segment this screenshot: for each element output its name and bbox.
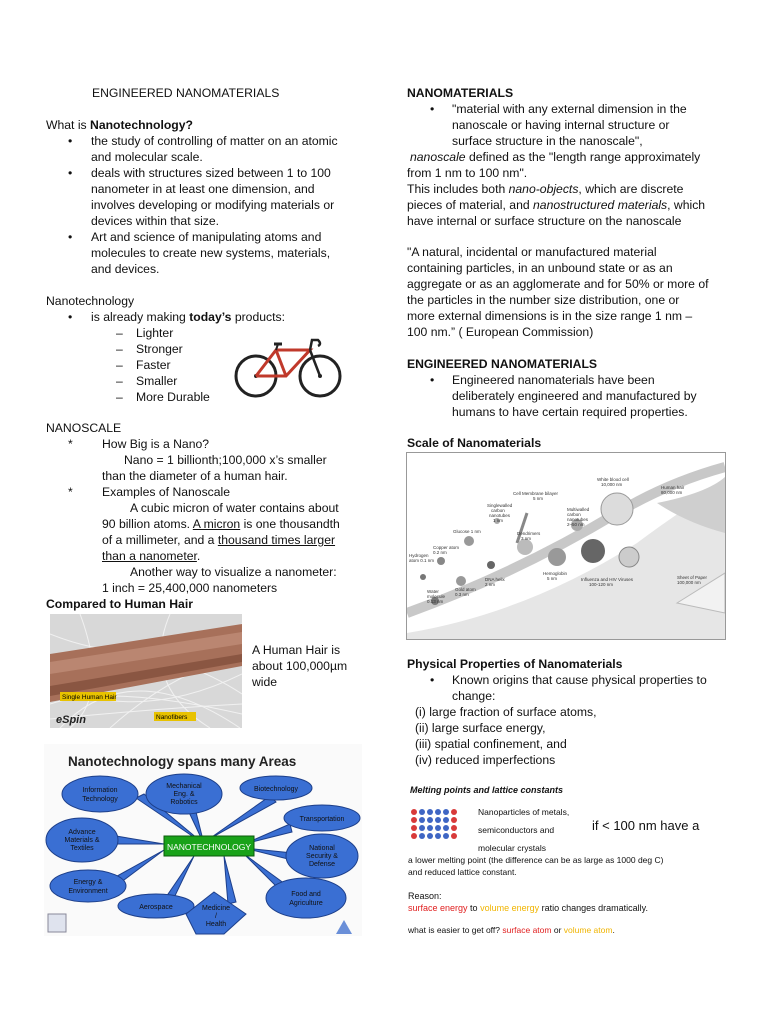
bullet-dot: • xyxy=(68,310,73,324)
scale-label: Sheet of Paper xyxy=(677,575,708,580)
phys-items: (i) large fraction of surface atoms, (ii) large surface energy, (iii) spatial confinement, and (iv) reduced imperfections xyxy=(415,705,597,767)
nano-def-1: Nano = 1 billionth;100,000 x’s smaller xyxy=(124,453,327,467)
bullet-dot: • xyxy=(68,134,73,148)
diagram-node: Mechanical Eng. & Robotics xyxy=(166,783,202,806)
micron-line-4: than a nanometer. xyxy=(102,549,201,563)
scale-label: Hemoglobin xyxy=(543,571,568,576)
svg-text:nanotubes: nanotubes xyxy=(567,517,589,522)
diagram-node: Energy & Environment xyxy=(68,879,108,895)
visualize-line: Another way to visualize a nanometer: xyxy=(130,565,337,579)
diagram-node: Information Technology xyxy=(82,787,118,803)
product-item: Faster xyxy=(136,358,171,372)
bullet-dot: • xyxy=(68,166,73,180)
scale-label: Multiwalled xyxy=(567,507,590,512)
svg-text:0.3 nm: 0.3 nm xyxy=(455,592,469,597)
svg-text:carbon: carbon xyxy=(491,508,505,513)
melt-line-3: molecular crystals xyxy=(478,843,547,853)
product-item: Stronger xyxy=(136,342,183,356)
svg-text:molecule: molecule xyxy=(427,594,446,599)
svg-text:0.2 nm: 0.2 nm xyxy=(433,550,447,555)
svg-text:10,000 nm: 10,000 nm xyxy=(601,482,623,487)
phys-bullet: Known origins that cause physical properties to change: xyxy=(452,673,707,703)
bullet-dot: • xyxy=(430,102,435,116)
what-bullet-3: Art and science of manipulating atoms and molecules to create new systems, materials, and devices. xyxy=(91,230,331,276)
bullet-dot: • xyxy=(430,673,435,687)
diagram-title: Nanotechnology spans many Areas xyxy=(68,754,297,769)
diagram-node: Transportation xyxy=(299,816,345,823)
bullet-dot: • xyxy=(430,373,435,387)
scale-label: Gold atom xyxy=(455,587,476,592)
svg-text:100-120 nm: 100-120 nm xyxy=(589,582,614,587)
scale-label: Copper atom xyxy=(433,545,460,550)
asterisk-marker: * xyxy=(68,437,73,451)
svg-text:5 nm: 5 nm xyxy=(533,496,544,501)
scale-label: Glucose 1 nm xyxy=(453,529,481,534)
melt-line-1: Nanoparticles of metals, xyxy=(478,807,570,817)
products-line: is already making today’s products: xyxy=(91,310,285,324)
compared-heading: Compared to Human Hair xyxy=(46,597,193,611)
scale-of-nanomaterials-image xyxy=(406,452,726,640)
phys-heading: Physical Properties of Nanomaterials xyxy=(407,657,623,671)
includes-text: This includes both nano-objects, which are discrete pieces of material, and nanostructured materials, which have internal or surface structure on the nanoscale xyxy=(407,182,706,228)
espin-logo: eSpin xyxy=(56,714,86,726)
inch-line: 1 inch = 25,400,000 nanometers xyxy=(102,581,278,595)
scale-label: DNA helix xyxy=(485,577,505,582)
eng-bullet: Engineered nanomaterials have been deliberately engineered and manufactured by humans to have certain required properties. xyxy=(452,373,697,419)
scale-label: Hydrogen xyxy=(409,553,429,558)
product-item: Lighter xyxy=(136,326,174,340)
question-line: what is easier to get off? surface atom or volume atom. xyxy=(408,925,615,935)
nanofiber-label: Nanofibers xyxy=(156,714,188,721)
svg-text:0.13 nm: 0.13 nm xyxy=(427,599,444,604)
iso-quote: "material with any external dimension in the nanoscale or having internal structure or surface structure in the nanoscale", xyxy=(452,102,687,148)
nanoscale-def: nanoscale defined as the "length range approximately xyxy=(410,150,701,164)
bullet-dot: • xyxy=(68,230,73,244)
melt-line-2: semiconductors and xyxy=(478,825,555,835)
what-is-question: What is Nanotechnology? xyxy=(46,118,193,132)
examples-label: Examples of Nanoscale xyxy=(102,485,231,499)
scale-label: Human hair xyxy=(661,485,685,490)
svg-text:1 nm: 1 nm xyxy=(493,518,504,523)
diagram-node: Biotechnology xyxy=(254,786,298,793)
svg-text:carbon: carbon xyxy=(567,512,581,517)
scale-label: Cell Membrane bilayer xyxy=(513,491,559,496)
product-item: Smaller xyxy=(136,374,178,388)
diagram-node: Aerospace xyxy=(139,904,173,911)
svg-text:3 nm: 3 nm xyxy=(521,536,532,541)
nanotech-areas-diagram xyxy=(44,744,362,936)
scale-label: Dendrimers xyxy=(517,531,541,536)
eng-heading: ENGINEERED NANOMATERIALS xyxy=(407,357,598,371)
micron-line-3: of a millimeter, and a thousand times larger xyxy=(102,533,336,547)
product-item: More Durable xyxy=(136,390,210,404)
svg-text:100,000 nm: 100,000 nm xyxy=(677,580,701,585)
what-bullet-1: the study of controlling of matter on an atomic and molecular scale. xyxy=(91,134,338,164)
melting-slide xyxy=(404,780,726,940)
diagram-node: Food and Agriculture xyxy=(289,891,323,907)
reason-label: Reason: xyxy=(408,891,442,901)
scale-label: Singlewalled xyxy=(487,503,513,508)
scale-label: Water xyxy=(427,589,439,594)
svg-text:2–50 nm: 2–50 nm xyxy=(567,522,585,527)
scale-heading: Scale of Nanomaterials xyxy=(407,436,542,450)
melt-big: if < 100 nm have a xyxy=(592,818,700,833)
diagram-node: Medicine / Health xyxy=(201,905,231,928)
micron-line-1: A cubic micron of water contains about xyxy=(130,501,339,515)
scale-label: White blood cell xyxy=(597,477,629,482)
human-hair-image xyxy=(50,614,242,728)
svg-text:80,000 nm: 80,000 nm xyxy=(661,490,683,495)
bicycle-image xyxy=(232,330,344,402)
svg-text:nanotubes: nanotubes xyxy=(489,513,511,518)
lattice-icon xyxy=(410,806,466,844)
hair-description: A Human Hair is about 100,000µm wide xyxy=(252,643,348,689)
what-bullet-2: deals with structures sized between 1 to 100 nanometer in at least one dimension, and involves developing or modifying materials or devices within that size. xyxy=(91,166,335,228)
melt-title: Melting points and lattice constants xyxy=(410,785,564,795)
nanotech-heading: Nanotechnology xyxy=(46,294,135,308)
left-title: ENGINEERED NANOMATERIALS xyxy=(92,86,280,100)
ec-definition: "A natural, incidental or manufactured material containing particles, in an unbound state or as an aggregate or as an agglomerate and for 50% or more of the particles in the number size distribution, one or more external dimensions is in the size range 1 nm – 100 nm.” ( European Commission) xyxy=(407,245,709,339)
diagram-node: Advance Materials & Textiles xyxy=(64,829,100,852)
hair-label: Single Human Hair xyxy=(62,694,117,701)
nanoscale-def-2: from 1 nm to 100 nm". xyxy=(407,166,528,180)
diagram-center: NANOTECHNOLOGY xyxy=(166,842,252,852)
reason-line: surface energy to volume energy ratio changes dramatically. xyxy=(408,903,648,913)
nanoscale-heading: NANOSCALE xyxy=(46,421,122,435)
svg-text:2 nm: 2 nm xyxy=(485,582,496,587)
scale-label: Influenza and HIV Viruses xyxy=(581,577,633,582)
svg-text:atom 0.1 nm: atom 0.1 nm xyxy=(409,558,435,563)
asterisk-marker: * xyxy=(68,485,73,499)
melt-line-4: a lower melting point (the difference can be as large as 1000 deg C) xyxy=(408,855,664,865)
melt-line-5: and reduced lattice constant. xyxy=(408,867,517,877)
micron-line-2: 90 billion atoms. A micron is one thousandth xyxy=(102,517,340,531)
nano-def-2: than the diameter of a human hair. xyxy=(102,469,288,483)
diagram-node: National Security & Defense xyxy=(306,845,338,868)
how-big: How Big is a Nano? xyxy=(102,437,210,451)
right-title: NANOMATERIALS xyxy=(407,86,514,100)
svg-text:5 nm: 5 nm xyxy=(547,576,558,581)
